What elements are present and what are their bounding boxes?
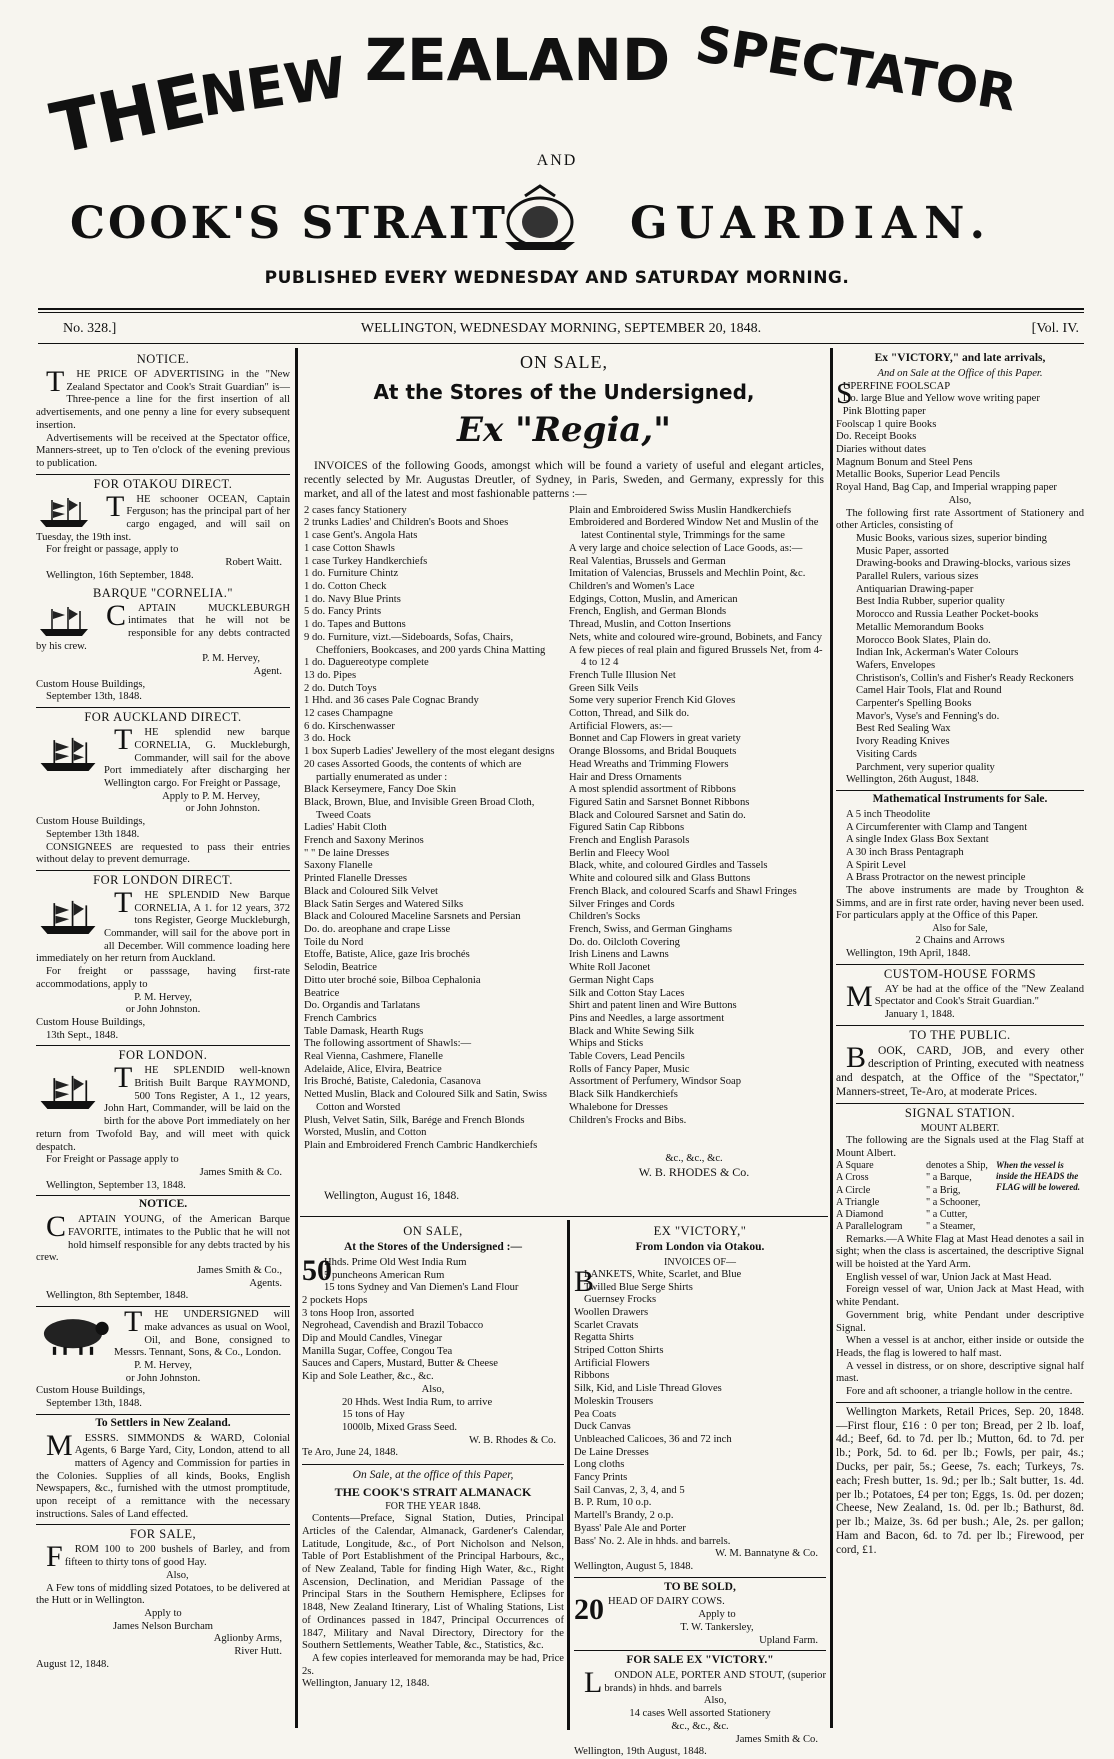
list-item: 3 tons Hoop Iron, assorted [302,1307,415,1319]
column-rule [567,1220,570,1730]
issue-number: No. 328.] [63,321,117,336]
list-item: Rolls of Fancy Paper, Music [569,1063,690,1075]
list-item: Saxony Flanelle [304,860,373,872]
ad-auckland-direct: FOR AUCKLAND DIRECT. T HE splendid new barque CORNELIA, G. Muckleburgh, Commander, will sail for the above Port immediately after discharging her Wellington cargo. For Freight or Passage, Apply to P. M. Hervey, or John Johnston. Custom House Buildings, September 13th 1848. CONSIGNEES are requested to pass their entries without delay to prevent demurrage. [36,710,290,866]
list-item: 1 do. Tapes and Buttons [304,619,406,631]
ad-stationery: Ex "VICTORY," and late arrivals, And on Sale at the Office of this Paper. S UPERFINE FOOLSCAP Do. large Blue and Yellow wove writing paper Pink Blotting paper Foolscap 1 quire Books Do. Receipt Books Diaries without dates Magnum Bonum and Steel Pens Metallic Books, Superior Lead Pencils Royal Hand, Bag Cap, and Imperial wrapping paper Also, The following first rate Assortment of Stationery and other Articles, consisting of Music Books, various sizes, superior binding Music Paper, assorted Drawing-books and Drawing-blocks, various sizes Parallel Rulers, various sizes Antiquarian Drawing-paper Best India Rubber, superior quality Morocco and Russia Leather Pocket-books Metallic Memorandum Books Morocco Book Slates, Plain do. Indian Ink, Ackerman's Water Colours Wafers, Envelopes Christison's, Collin's and Fisher's Ready Reckoners Camel Hair Tools, Flat and Round Carpenter's Spelling Books Mavor's, Vyse's and Fenning's do. Best Red Sealing Wax Ivory Reading Knives Visiting Cards Parchment, very superior quality Wellington, 26th August, 1848. [836,352,1084,786]
list-item: 20 Hhds. West India Rum, to arrive [342,1396,493,1408]
list-item: Silver Fringes and Cords [569,898,675,910]
list-item: Do. large Blue and Yellow wove writing paper [842,393,1040,405]
list-item: Toile du Nord [304,936,364,948]
list-item: " a Brig, [926,1184,961,1196]
list-item: 15 tons Sydney and Van Diemen's Land Flour [324,1282,519,1294]
title-zealand: ZEALAND [365,26,671,94]
list-item: 1 case Cotton Shawls [304,542,395,554]
signal-station: SIGNAL STATION. MOUNT ALBERT. The following are the Signals used at the Flag Staff at Mount Albert. A Square A Cross A Circle A Triangle A Diamond A Parallelogram denotes a Ship, " a Barque, " a Brig, " a Schooner, " a Cutter, " a Steamer, When the vessel is inside the HEADS the FLAG will be lowered. Remarks.—A White Flag at Mast Head denotes a sail in sight; when the class is ascertained, the descriptive Signal will be hoisted at the Yard Arm. English vessel of war, Union Jack at Mast Head. Foreign vessel of war, Union Jack at Mast Head, with white Pendant. Government brig, white Pendant under descriptive Signal. When a vessel is at anchor, either inside or outside the Heads, the flag is lowered to half mast. A vessel in distress, or on shore, descriptive signal half mast. Fore and aft schooner, a triangle hollow in the centre. [836,1105,1084,1398]
list-item: Kip and Sole Leather, &c., &c. [302,1371,434,1383]
column-rule [830,348,833,1728]
list-item: Ladies' Habit Cloth [304,822,387,834]
list-item: Indian Ink, Ackerman's Water Colours [856,647,1019,659]
list-item: Negrohead, Cavendish and Brazil Tobacco [302,1320,484,1332]
list-item: Thread, Muslin, and Cotton Insertions [569,619,731,631]
list-item: Striped Cotton Shirts [574,1345,664,1357]
notice-heading: NOTICE. [136,352,190,366]
ad-london: FOR LONDON. T HE SPLENDID well-known British Built Barque RAYMOND, 500 Tons Register, A 1., 12 years, John Hart, Commander, will be laid on the birth for the above Port immediately on her return from Twofold Bay, and will meet with quick despatch. For Freight or Passage apply to James Smith & Co. Wellington, September 13, 1848. [36,1048,290,1191]
list-item: Regatta Shirts [574,1332,634,1344]
list-item: Some very superior French Kid Gloves [569,695,736,707]
list-item: 5 do. Fancy Prints [304,606,382,618]
list-item: " " De laine Dresses [304,847,390,859]
list-item: Silk, Kid, and Lisle Thread Gloves [574,1383,722,1395]
top-rule [38,308,1084,310]
list-item: Plush, Velvet Satin, Silk, Barége and French Blonds [304,1114,525,1126]
list-item: A 5 inch Theodolite [846,808,931,820]
list-item: Pink Blotting paper [842,405,926,417]
list-item: 2 cases fancy Stationery [304,504,407,516]
list-item: Government brig, white Pendant under descriptive Signal. [836,1309,1084,1334]
list-item: Foreign vessel of war, Union Jack at Mast Head, with white Pendant. [836,1284,1084,1309]
notice-advertising: NOTICE. T HE PRICE OF ADVERTISING in the "New Zealand Spectator and Cook's Strait Guardian" is—Three-pence a line for the first insertion of all advertisements, and one penny a line for every subsequent insertion. Advertisements will be received at the Spectator office, Manners-street, up to Ten o'clock of the evening previous to publication. [36,352,290,469]
notice-captain-young: NOTICE. C APTAIN YOUNG, of the American Barque FAVORITE, intimates to the Public that he will not hold himself responsible for any debts tracted by his crew. James Smith & Co., Agents. Wellington, 8th September, 1848. [36,1198,290,1302]
list-item: Black Kerseymere, Fancy Doe Skin [304,784,457,796]
list-item: Worsted, Muslin, and Cotton [304,1127,427,1139]
list-item: Long cloths [574,1459,625,1471]
list-item: Artificial Flowers [574,1357,650,1369]
list-item: Wafers, Envelopes [856,659,936,671]
ad-barque-cornelia: BARQUE "CORNELIA." C APTAIN MUCKLEBURGH intimates that he will not be responsible for any debts contracted by his crew. P. M. Hervey, Agent. Custom House Buildings, September 13th, 1848. [36,585,290,703]
ad-ex-victory: EX "VICTORY," From London via Otakou. INVOICES OF— B LANKETS, White, Scarlet, and Blue Twilled Blue Serge Shirts Guernsey Frocks Woollen Drawers Scarlet Cravats Regatta Shirts Striped Cotton Shirts Artificial Flowers Ribbons Silk, Kid, and Lisle Thread Gloves Moleskin Trousers Pea Coats Duck Canvas Unbleached Calicoes, 36 and 72 inch De Laine Dresses Long cloths Fancy Prints Sail Canvas, 2, 3, 4, and 5 B. P. Rum, 10 o.p. Martell's Brandy, 2 o.p. Byass' Pale Ale and Porter Bass' No. 2. Ale in hhds. and barrels. W. M. Bannatyne & Co. Wellington, August 5, 1848. [574,1224,826,1574]
list-item: Children's and Women's Lace [569,581,695,592]
list-item: Whips and Sticks [569,1038,644,1050]
list-item: A Cross [836,1172,869,1184]
list-item: 9 do. Furniture, vizt.—Sideboards, Sofas, Chairs, Cheffoniers, Bookcases, and 200 yards China Matting [304,631,546,656]
list-item: Guernsey Frocks [584,1294,657,1306]
list-item: Best Red Sealing Wax [856,723,951,735]
list-item: 1 box Superb Ladies' Jewellery of the most elegant designs [304,746,555,758]
list-item: Christison's, Collin's and Fisher's Ready Reckoners [856,672,1074,684]
list-item: A single Index Glass Box Sextant [846,834,989,846]
list-item: A Diamond [836,1209,884,1221]
list-item: Music Books, various sizes, superior binding [856,532,1047,544]
list-item: French Tulle Illusion Net [569,669,676,681]
list-item: 1 case Gent's. Angola Hats [304,530,418,542]
ad-advances-wool: T HE UNDERSIGNED will make advances as usual on Wool, Oil, and Bone, consigned to Messrs. Tennant, Sons, & Co., London. P. M. Hervey, or John Johnston. Custom House Buildings, September 13th, 1848. [36,1305,290,1410]
list-item: Black, Brown, Blue, and Invisible Green Broad Cloth, Tweed Coats [304,796,535,821]
list-item: 6 do. Kirschenwasser [304,720,395,732]
list-item: Bass' No. 2. Ale in hhds. and barrels. [574,1535,731,1547]
title-new: NEW [195,45,351,131]
ad-london-ale: FOR SALE EX "VICTORY." L ONDON ALE, PORTER AND STOUT, (superior brands) in hhds. and barrels Also, 14 cases Well assorted Stationery &c., &c., &c. James Smith & Co. Wellington, 19th August, 1848. [574,1654,826,1758]
ad-ex-regia: ON SALE, At the Stores of the Undersigned, Ex "Regia," INVOICES of the following Goods, amongst which will be found a variety of useful and elegant articles, recently selected by Mr. Augustas Dreutler, of Sydney, in Paris, Sweden, and Germany, expressly for this market, and all of the latest and most fashionable patterns :— 2 cases fancy Stationery 2 trunks Ladies' and Children's Boots and Shoes 1 case Gent's. Angola Hats 1 case Cotton Shawls 1 case Turkey Handkerchiefs 1 do. Furniture Chintz 1 do. Cotton Check 1 do. Navy Blue Prints 5 do. Fancy Prints 1 do. Tapes and Buttons 9 do. Furniture, vizt.—Sideboards, Sofas, Chairs, Cheffoniers, Bookcases, and 200 yards China Matting 1 do. Daguereotype complete 13 do. Pipes 2 do. Dutch Toys 1 Hhd. and 36 cases Pale Cognac Brandy 12 cases Champagne 6 do. Kirschenwasser 3 do. Hock 1 box Superb Ladies' Jewellery of the most elegant designs 20 cases Assorted Goods, the contents of which are partially enumerated as under : Black Kerseymere, Fancy Doe Skin Black, Brown, Blue, and Invisible Green Broad Cloth, Tweed Coats Ladies' Habit Cloth French and Saxony Merinos " " De laine Dresses Saxony Flanelle Printed Flanelle Dresses Black and Coloured Silk Velvet Black Satin Serges and Watered Silks Black and Coloured Maceline Sarsnets and Persian Do. do. areophane and crape Lisse Toile du Nord Etoffe, Batiste, Alice, gaze Iris brochés Selodin, Beatrice Ditto uter broché soie, Bilboa Cephalonia Beatrice Do. Organdis and Tarlatans French Cambrics Table Damask, Hearth Rugs The following assortment of Shawls:— Real Vienna, Cashmere, Flanelle Adelaide, Alice, Elvira, Beatrice Iris Broché, Batiste, Caledonia, Casanova Netted Muslin, Black and Coloured Silk and Satin, Swiss Cotton and Worsted Plush, Velvet Satin, Silk, Barége and French Blonds Worsted, Muslin, and Cotton Plain and Embroidered French Cambric Handkerchiefs Plain and Embroidered Swiss Muslin Handkerchiefs Embroidered and Bordered Window Net and Muslin of the latest Continental style, Trimmings for the same A very large and choice selection of Lace Goods, as:— Real Valentias, Brussels and German Imitation of Valencias, Brussels and Mechlin Point, &c. Children's and Women's Lace Edgings, Cotton, Muslin, and American French, English, and German Blonds Thread, Muslin, and Cotton Insertions Nets, white and coloured wire-ground, Bobinets, and Fancy A few pieces of real plain and figured Brussels Net, from 4-4 to 12 4 French Tulle Illusion Net Green Silk Veils Some very superior French Kid Gloves Cotton, Thread, and Silk do. Artificial Flowers, as:— Bonnet and Cap Flowers in great variety Orange Blossoms, and Bridal Bouquets Head Wreaths and Trimming Flowers Hair and Dress Ornaments A most splendid assortment of Ribbons Figured Satin and Sarsnet Bonnet Ribbons Black and Coloured Sarsnet and Satin do. Figured Satin Cap Ribbons French and English Parasols Berlin and Fleecy Wool Black, white, and coloured Girdles and Tassels White and coloured silk and Glass Buttons French Black, and coloured Scarfs and Shawl Fringes Silver Fringes and Cords Children's Socks French, Swiss, and German Ginghams Do. do. Oilcloth Covering Irish Linens and Lawns White Roll Jaconet German Night Caps Silk and Cotton Stay Laces Shirt and patent linen and Wire Buttons Pins and Needles, a large assortment Black and White Sewing Silk Whips and Sticks Table Covers, Lead Pencils Rolls of Fancy Paper, Music Assortment of Perfumery, Windsor Soap Black Silk Handkerchiefs Whalebone for Dresses Children's Frocks and Bibs. &c., &c., &c. W. B. RHODES & Co. Wellington, August 16, 1848. [304,352,824,1202]
list-item: LANKETS, White, Scarlet, and Blue [584,1268,742,1280]
list-item: Manilla Sugar, Coffee, Congou Tea [302,1345,453,1357]
ship-icon [36,729,100,781]
list-item: Black, white, and coloured Girdles and Tassels [569,860,768,872]
column-4 [836,350,1084,1730]
list-item: Antiquarian Drawing-paper [856,583,974,595]
list-item: Fancy Prints [574,1472,628,1484]
list-item: 1 Hhd. and 36 cases Pale Cognac Brandy [304,695,479,707]
list-item: Music Paper, assorted [856,545,949,557]
list-item: Artificial Flowers, as:— [569,720,673,732]
list-item: Cotton, Thread, and Silk do. [569,708,690,720]
list-item: " a Schooner, [926,1196,981,1208]
list-item: Dip and Mould Candles, Vinegar [302,1333,443,1345]
ad-to-the-public: TO THE PUBLIC. B OOK, CARD, JOB, and every other description of Printing, executed with neatness and despatch, at the Office of the "Spectator," Manners-street, Te-Aro, at moderate Prices. [836,1027,1084,1099]
ad-settlers: To Settlers in New Zealand. M ESSRS. SIMMONDS & WARD, Colonial Agents, 6 Barge Yard, City, London, attend to all matters of Agency and Commission for parties in the Colonies. Supplies of all kinds, Books, English Newspapers, &c., furnished with the utmost promptitude, upon receipt of a remittance with the necessary instructions. Sales of Land effected. [36,1416,290,1520]
list-item: Edgings, Cotton, Muslin, and American [569,593,738,605]
signal-note: When the vessel is inside the HEADS the FLAG will be lowered. [996,1160,1080,1192]
ad-for-sale-barley: FOR SALE, F ROM 100 to 200 bushels of Barley, and from fifteen to thirty tons of good Hay. Also, A Few tons of middling sized Potatoes, to be delivered at the Hutt or in Wellington. Apply to James Nelson Burcham Aglionby Arms, River Hutt. August 12, 1848. [36,1527,290,1670]
list-item: Assortment of Perfumery, Windsor Soap [569,1076,741,1088]
list-item: Camel Hair Tools, Flat and Round [856,685,1002,697]
list-item: The following assortment of Shawls:— [304,1038,472,1050]
list-item: Do. Receipt Books [836,431,917,443]
list-item: Table Damask, Hearth Rugs [304,1025,424,1037]
column-1 [36,350,290,1730]
list-item: Do. Organdis and Tarlatans [304,1000,420,1012]
masthead-and: AND [536,152,578,169]
list-item: German Night Caps [569,974,654,986]
list-item: UPERFINE FOOLSCAP [842,380,951,392]
list-item: Unbleached Calicoes, 36 and 72 inch [574,1433,732,1445]
list-item: Royal Hand, Bag Cap, and Imperial wrapping paper [836,482,1057,494]
list-item: Bonnet and Cap Flowers in great variety [569,733,741,745]
list-item: Pea Coats [574,1408,617,1420]
list-item: Green Silk Veils [569,682,639,694]
list-item: A Square [836,1160,874,1172]
list-item: Duck Canvas [574,1421,631,1433]
ad-london-direct: FOR LONDON DIRECT. T HE SPLENDID New Barque CORNELIA, A 1. for 12 years, 372 tons Register, George Muckleburgh, Commander, will sail for the above port in all December. Will commence loading here immediately on her return from Auckland. For freight or passsage, having first-rate accommodations, apply to P. M. Hervey, or John Johnston. Custom House Buildings, 13th Sept., 1848. [36,872,290,1041]
list-item: A Triangle [836,1196,880,1208]
list-item: White and coloured silk and Glass Buttons [569,873,751,885]
ad-mathematical-instruments: Mathematical Instruments for Sale. A 5 inch Theodolite A Circumferenter with Clamp and Tangent A single Index Glass Box Sextant A 30 inch Brass Pentagraph A Spirit Level A Brass Protractor on the newest principle The above instruments are made by Troughton & Simms, and are in first rate order, having never been used. For particulars apply at the Office of this Paper. Also for Sale, 2 Chains and Arrows Wellington, 19th April, 1848. [836,793,1084,959]
sheep-icon [36,1311,110,1359]
list-item: Black and Coloured Maceline Sarsnets and Persian [304,911,521,923]
list-item: 1 do. Furniture Chintz [304,568,399,580]
list-item: Plain and Embroidered Swiss Muslin Handkerchiefs [569,504,792,516]
list-item: Morocco Book Slates, Plain do. [856,634,991,646]
list-item: Imitation of Valencias, Brussels and Mechlin Point, &c. [569,568,806,580]
list-item: Black and White Sewing Silk [569,1025,695,1037]
list-item: Best India Rubber, superior quality [856,596,1005,608]
list-item: A Circle [836,1184,871,1196]
list-item: A Brass Protractor on the newest principle [846,872,1026,884]
list-item: Real Valentias, Brussels and German [569,555,726,567]
list-item: Ribbons [574,1370,610,1382]
list-item: Irish Linens and Lawns [569,949,669,961]
list-item: Foolscap 1 quire Books [836,418,937,430]
list-item: French Cambrics [304,1012,377,1024]
list-item: Berlin and Fleecy Wool [569,847,670,859]
wellington-markets: Wellington Markets, Retail Prices, Sep. 20, 1848.—First flour, £16 : 0 per ton; Bread, per 2 lb. loaf, 4d.; Beef, 6d. to 7d. per lb.; Mutton, 6d. to 7d. per lb.; Pork, 5d. to 6d. per lb.; Fowls, per pair, 4s.; Ducks, per pair, 5s.; Geese, 7s. each; Turkeys, 7s. each; Fresh butter, 1s. 9d.; per lb.; Salt butter, 1s. 4d. per lb.; Potatoes, £4 per ton; Eggs, 1s. 0d. per dozen; Cheese, New Zealand, 1s. 0d. per lb.; Bathurst, 8d. per lb.; Maize, 3s. 6d per bush.; Ale, 2s. per gallon; Ham and Bacon, 6d. to 7d. per lb.; Firewood, per cord, £1. [836,1405,1084,1556]
list-item: " a Barque, [926,1172,972,1184]
ad-custom-house-forms: CUSTOM-HOUSE FORMS M AY be had at the office of the "New Zealand Spectator and Cook's Strait Guardian." January 1, 1848. [846,966,1084,1020]
list-item: A most splendid assortment of Ribbons [569,784,736,796]
list-item: 20 cases Assorted Goods, the contents of which are partially enumerated as under : [304,758,522,783]
list-item: A 30 inch Brass Pentagraph [846,846,964,858]
list-item: Carpenter's Spelling Books [856,698,972,710]
list-item: 2 trunks Ladies' and Children's Boots and Shoes [304,517,509,529]
list-item: Figured Satin Cap Ribbons [569,822,685,834]
list-item: Pins and Needles, a large assortment [569,1012,725,1024]
list-item: A Parallelogram [836,1221,903,1233]
dateline [38,321,1084,341]
ad-almanack: On Sale, at the office of this Paper, THE COOK'S STRAIT ALMANACK FOR THE YEAR 1848. Contents—Preface, Signal Station, Duties, Principal Articles of the Calendar, Almanack, Gardener's Calendar, Latitude, Longitude, &c., of Port Nicholson and Nelson, Table of Port Establishment of the Principal Harbours, &c., of New Zealand, Table for finding High Water, &c., Right Ascension, Declination, and Meridian Passage of the Principal Stars in the Southern Hemisphere, Eclipses for 1848, New Zealand Itinerary, List of Whaling Stations, List of Ordinances passed in 1847, Principal Occurrences of 1847, Military and Naval Directory, Directory for the Southern Settlements, Weather Table, &c., Statistics, &c. A few copies interleaved for memoranda may be had, Price 2s. Wellington, January 12, 1848. [302,1469,564,1690]
list-item: Netted Muslin, Black and Coloured Silk and Satin, Swiss Cotton and Worsted [304,1089,548,1113]
list-item: Diaries without dates [836,444,927,456]
list-item: A Spirit Level [846,859,907,871]
list-item: French Black, and coloured Scarfs and Shawl Fringes [569,885,797,897]
list-item: Black and Coloured Silk Velvet [304,885,438,897]
list-item: Woollen Drawers [574,1306,649,1318]
list-item: De Laine Dresses [574,1446,649,1458]
publication-schedule: PUBLISHED EVERY WEDNESDAY AND SATURDAY MORNING. [264,268,850,288]
column-3-lower [574,1222,826,1758]
list-item: French, English, and German Blonds [569,606,727,618]
list-item: 1 do. Navy Blue Prints [304,593,401,605]
ship-icon [36,1067,100,1119]
list-item: Byass' Pale Ale and Porter [574,1522,686,1534]
list-item: Black and Coloured Sarsnet and Satin do. [569,809,746,821]
list-item: Parallel Rulers, various sizes [856,571,979,583]
list-item: Iris Broché, Batiste, Caledonia, Casanova [304,1076,481,1088]
volume-number: [Vol. IV. [1031,321,1079,336]
list-item: Moleskin Trousers [574,1395,654,1407]
list-item: 12 cases Champagne [304,708,393,720]
list-item: Head Wreaths and Trimming Flowers [569,758,729,770]
title-spectator: SPECTATOR [691,14,1021,123]
list-item: Visiting Cards [856,748,917,760]
list-item: Morocco and Russia Leather Pocket-books [856,609,1039,621]
list-item: Beatrice [304,987,340,999]
list-item: French and English Parasols [569,835,690,847]
list-item: Figured Satin and Sarsnet Bonnet Ribbons [569,796,750,808]
list-item: Sail Canvas, 2, 3, 4, and 5 [574,1484,685,1496]
list-item: A Circumferenter with Clamp and Tangent [846,821,1028,833]
list-item: A vessel in distress, or on shore, descriptive signal half mast. [836,1360,1084,1385]
list-item: Whalebone for Dresses [569,1101,668,1113]
list-item: Ditto uter broché soie, Bilboa Cephalonia [304,974,481,986]
top-rule-thin [38,312,1084,313]
list-item: Adelaide, Alice, Elvira, Beatrice [304,1063,442,1075]
list-item: French, Swiss, and German Ginghams [569,923,733,935]
list-item: Magnum Bonum and Steel Pens [836,456,973,468]
ship-icon [36,496,92,530]
list-item: Do. do. areophane and crape Lisse [304,923,451,935]
list-item: White Roll Jaconet [569,962,651,974]
list-item: When a vessel is at anchor, either inside or outside the Heads, the flag is lowered to half mast. [836,1335,1084,1359]
list-item: Plain and Embroidered French Cambric Handkerchiefs [304,1139,538,1151]
list-item: " a Steamer, [926,1221,976,1233]
masthead [0,0,1114,310]
list-item: 1 case Turkey Handkerchiefs [304,555,428,567]
list-item: 5 puncheons American Rum [324,1269,445,1281]
list-item: 13 do. Pipes [304,669,357,681]
title-the: THE [44,58,212,171]
list-item: Children's Frocks and Bibs. [569,1114,687,1126]
list-item: English vessel of war, Union Jack at Mast Head. [846,1271,1052,1283]
list-item: 15 tons of Hay [342,1409,405,1421]
list-item: French and Saxony Merinos [304,835,424,847]
list-item: Ivory Reading Knives [856,736,950,748]
list-item: Table Covers, Lead Pencils [569,1051,685,1063]
list-item: Real Vienna, Cashmere, Flanelle [304,1051,443,1063]
list-item: 2 do. Dutch Toys [304,682,377,694]
column-rule [295,348,298,1728]
list-item: Children's Socks [569,911,641,923]
list-item: A very large and choice selection of Lace Goods, as:— [569,542,803,554]
list-item: Sauces and Capers, Mustard, Butter & Cheese [302,1358,498,1370]
issue-date: WELLINGTON, WEDNESDAY MORNING, SEPTEMBER 20, 1848. [360,321,762,336]
ship-icon [36,892,100,944]
ad-otakou-direct: FOR OTAKOU DIRECT. T HE schooner OCEAN, Captain Ferguson; has the principal part of her cargo engaged, and will sail on Tuesday, the 19th inst. For freight or passage, apply to Robert Waitt. Wellington, 16th September, 1848. [36,476,290,581]
title-cooks-strait: COOK'S STRAIT [70,198,509,249]
list-item: Martell's Brandy, 2 o.p. [574,1510,674,1522]
list-item: Black Satin Serges and Watered Silks [304,898,464,910]
list-item: Hair and Dress Ornaments [569,771,682,783]
list-item: Orange Blossoms, and Bridal Bouquets [569,746,737,758]
regia-list-left [304,505,559,1153]
list-item: Drawing-books and Drawing-blocks, various sizes [856,558,1071,570]
list-item: A few pieces of real plain and figured Brussels Net, from 4-4 to 12 4 [569,644,823,669]
list-item: Scarlet Cravats [574,1319,639,1331]
dateline-rule [38,343,1084,344]
ad-dairy-cows: TO BE SOLD, 20 HEAD OF DAIRY COWS. Apply to T. W. Tankersley, Upland Farm. [574,1580,818,1646]
column-2-lower [302,1222,564,1730]
list-item: Silk and Cotton Stay Laces [569,987,685,999]
list-item: 1 do. Daguereotype complete [304,657,429,669]
list-item: Selodin, Beatrice [304,962,377,974]
list-item: Nets, white and coloured wire-ground, Bobinets, and Fancy [569,631,823,643]
list-item: Etoffe, Batiste, Alice, gaze Iris brochés [304,949,470,961]
list-item: 2 pockets Hops [302,1294,368,1306]
list-item: B. P. Rum, 10 o.p. [574,1497,652,1509]
list-item: Metallic Memorandum Books [856,621,984,633]
list-item: Fore and aft schooner, a triangle hollow in the centre. [846,1386,1073,1398]
list-item: Printed Flanelle Dresses [304,873,407,885]
list-item: Embroidered and Bordered Window Net and Muslin of the latest Continental style, Trimmings for the same [569,517,819,542]
regia-list-right [569,505,824,1153]
list-item: " a Cutter, [926,1209,968,1221]
list-item: 1000lb, Mixed Grass Seed. [342,1421,458,1433]
masthead-title [0,0,1114,260]
coat-of-arms-icon [505,186,575,250]
list-item: Parchment, very superior quality [856,761,995,773]
list-item: Hhds. Prime Old West India Rum [324,1256,467,1268]
list-item: Black Silk Handkerchiefs [569,1089,678,1101]
list-item: Do. do. Oilcloth Covering [569,936,680,948]
ship-icon [36,605,92,639]
list-item: Mavor's, Vyse's and Fenning's do. [856,710,1000,722]
list-item: Shirt and patent linen and Wire Buttons [569,1000,737,1012]
ad-on-sale-rum: ON SALE, At the Stores of the Undersigned :— 50 Hhds. Prime Old West India Rum 5 puncheons American Rum 15 tons Sydney and Van Diemen's Land Flour 2 pockets Hops 3 tons Hoop Iron, assorted Negrohead, Cavendish and Brazil Tobacco Dip and Mould Candles, Vinegar Manilla Sugar, Coffee, Congou Tea Sauces and Capers, Mustard, Butter & Cheese Kip and Sole Leather, &c., &c. Also, 20 Hhds. West India Rum, to arrive 15 tons of Hay 1000lb, Mixed Grass Seed. W. B. Rhodes & Co. Te Aro, June 24, 1848. [302,1224,564,1460]
list-item: Remarks.—A White Flag at Mast Head denotes a sail in sight; when the class is ascertained, the descriptive Signal will be hoisted at the Yard Arm. [836,1233,1084,1271]
list-item: denotes a Ship, [926,1160,988,1172]
list-item: Metallic Books, Superior Lead Pencils [836,469,1000,481]
list-item: 1 do. Cotton Check [304,581,387,592]
title-guardian: GUARDIAN. [630,198,993,249]
list-item: 3 do. Hock [304,733,351,745]
list-item: Twilled Blue Serge Shirts [584,1281,693,1293]
